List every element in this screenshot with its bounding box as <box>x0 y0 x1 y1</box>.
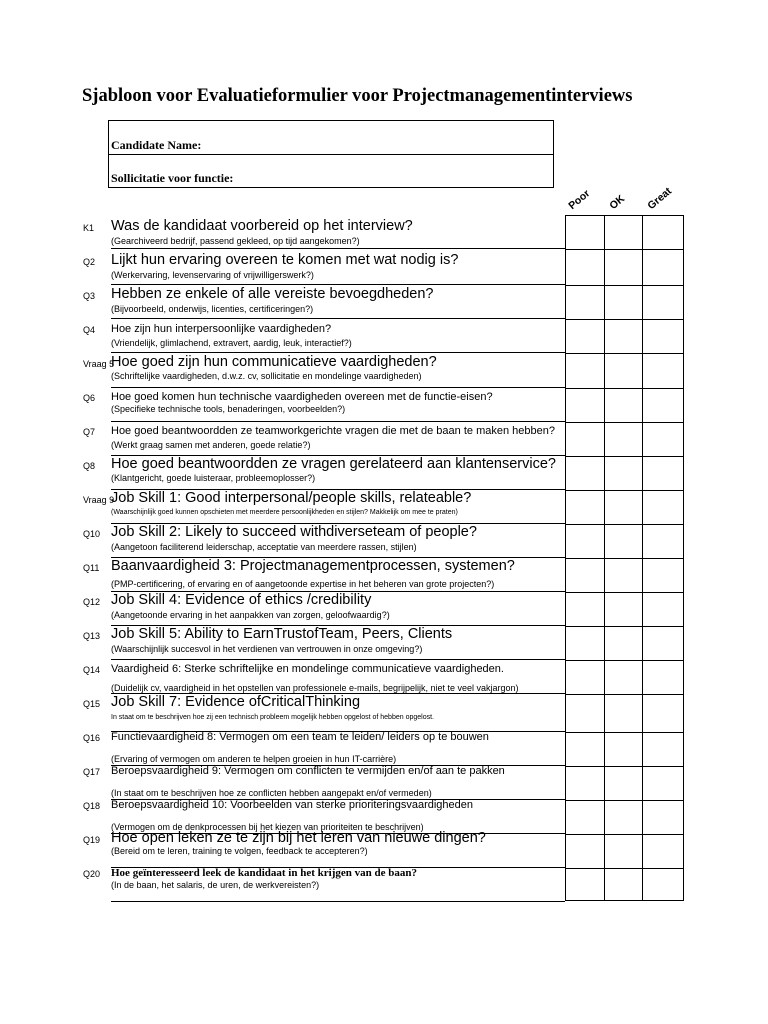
question-text: Hoe goed beantwoordden ze teamworkgerichte vragen die met de baan te maken hebben? <box>111 425 555 437</box>
question-hint: (Aangetoon faciliterend leiderschap, acceptatie van meerdere rassen, stijlen) <box>111 542 417 552</box>
question-text: Functievaardigheid 8: Vermogen om een team te leiden/ leiders op te bouwen <box>111 731 489 743</box>
rating-cell-great[interactable] <box>643 354 679 388</box>
rating-cell-ok[interactable] <box>605 286 641 319</box>
question-text: Job Skill 4: Evidence of ethics /credibility <box>111 592 372 608</box>
rating-cell-poor[interactable] <box>567 627 603 660</box>
question-text: Hoe goed zijn hun communicatieve vaardigheden? <box>111 354 437 370</box>
question-hint: (Ervaring of vermogen om anderen te helpen groeien in hun IT-carrière) <box>111 754 397 764</box>
rating-cell-great[interactable] <box>643 661 679 694</box>
rating-cell-great[interactable] <box>643 217 679 249</box>
rating-cell-poor[interactable] <box>567 525 603 558</box>
rating-cell-great[interactable] <box>643 733 679 766</box>
question-text: Hoe geïnteresseerd leek de kandidaat in het krijgen van de baan? <box>111 867 417 879</box>
question-divider <box>111 901 565 902</box>
rating-cell-poor[interactable] <box>567 423 603 456</box>
question-divider <box>111 387 565 388</box>
question-number: Q13 <box>83 631 101 641</box>
rating-cell-great[interactable] <box>643 286 679 319</box>
candidate-info-box <box>108 120 554 188</box>
question-number: Q11 <box>83 563 100 573</box>
rating-cell-poor[interactable] <box>567 661 603 694</box>
question-hint: (Waarschijnlijk succesvol in het verdienen van vertrouwen in onze omgeving?) <box>111 644 423 654</box>
question-text: Beroepsvaardigheid 9: Vermogen om conflicten te vermijden en/of aan te pakken <box>111 765 505 777</box>
rating-cell-great[interactable] <box>643 320 679 353</box>
rating-cell-ok[interactable] <box>605 733 641 766</box>
rating-header-poor: Poor <box>566 187 593 212</box>
question-number: Q18 <box>83 801 101 811</box>
rating-cell-poor[interactable] <box>567 835 603 868</box>
question-number: Q20 <box>83 869 101 879</box>
question-number: Q3 <box>83 291 96 301</box>
question-divider <box>111 659 565 660</box>
rating-cell-ok[interactable] <box>605 593 641 626</box>
question-text: Hoe zijn hun interpersoonlijke vaardigheden? <box>111 323 332 335</box>
question-text: Job Skill 2: Likely to succeed withdiverseteam of people? <box>111 524 477 540</box>
rating-cell-poor[interactable] <box>567 457 603 490</box>
rating-cell-poor[interactable] <box>567 593 603 626</box>
question-number: Q12 <box>83 597 101 607</box>
candidate-name-field[interactable] <box>109 121 553 155</box>
rating-cell-ok[interactable] <box>605 767 641 800</box>
rating-cell-great[interactable] <box>643 525 679 558</box>
question-text: Hebben ze enkele of alle vereiste bevoegdheden? <box>111 286 434 302</box>
rating-cell-ok[interactable] <box>605 250 641 285</box>
rating-cell-great[interactable] <box>643 250 679 285</box>
question-text: Hoe open leken ze te zijn bij het leren van nieuwe dingen? <box>111 830 486 846</box>
question-number: Q16 <box>83 733 101 743</box>
rating-cell-ok[interactable] <box>605 389 641 422</box>
question-text: Job Skill 1: Good interpersonal/people skills, relateable? <box>111 490 472 506</box>
question-number: Q7 <box>83 427 96 437</box>
question-number: Vraag 5 <box>83 359 115 369</box>
question-text: Beroepsvaardigheid 10: Voorbeelden van sterke prioriteringsvaardigheden <box>111 799 474 811</box>
question-number: Q17 <box>83 767 101 777</box>
document-title: Sjabloon voor Evaluatieformulier voor Projectmanagementinterviews <box>82 86 633 106</box>
question-text: Lijkt hun ervaring overeen te komen met wat nodig is? <box>111 252 459 268</box>
question-hint: (Aangetoonde ervaring in het aanpakken van zorgen, geloofwaardig?) <box>111 610 390 620</box>
rating-cell-ok[interactable] <box>605 869 641 902</box>
question-hint: (Klantgericht, goede luisteraar, probleemoplosser?) <box>111 473 316 483</box>
question-text: Hoe goed beantwoordden ze vragen gerelateerd aan klantenservice? <box>111 456 556 472</box>
question-number: Q4 <box>83 325 96 335</box>
rating-cell-poor[interactable] <box>567 767 603 800</box>
question-hint: (Vriendelijk, glimlachend, extravert, aardig, leuk, interactief?) <box>111 338 352 348</box>
question-divider <box>111 248 565 249</box>
question-text: Baanvaardigheid 3: Projectmanagementprocessen, systemen? <box>111 558 515 574</box>
rating-cell-great[interactable] <box>643 801 679 834</box>
question-hint: (Gearchiveerd bedrijf, passend gekleed, op tijd aangekomen?) <box>111 236 360 246</box>
question-number: Q14 <box>83 665 101 675</box>
rating-cell-poor[interactable] <box>567 559 603 592</box>
question-text: Hoe goed komen hun technische vaardigheden overeen met de functie-eisen? <box>111 391 493 403</box>
rating-cell-great[interactable] <box>643 767 679 800</box>
rating-header-great: Great <box>645 185 675 212</box>
rating-cell-ok[interactable] <box>605 354 641 388</box>
rating-cell-ok[interactable] <box>605 835 641 868</box>
rating-cell-great[interactable] <box>643 491 679 524</box>
rating-cell-poor[interactable] <box>567 320 603 353</box>
rating-cell-poor[interactable] <box>567 491 603 524</box>
rating-cell-poor[interactable] <box>567 217 603 249</box>
rating-cell-great[interactable] <box>643 835 679 868</box>
rating-cell-great[interactable] <box>643 423 679 456</box>
question-text: Job Skill 5: Ability to EarnTrustofTeam, Peers, Clients <box>111 626 453 642</box>
rating-cell-ok[interactable] <box>605 491 641 524</box>
rating-cell-ok[interactable] <box>605 627 641 660</box>
rating-cell-great[interactable] <box>643 559 679 592</box>
question-hint: (Bijvoorbeeld, onderwijs, licenties, certificeringen?) <box>111 304 314 314</box>
rating-cell-poor[interactable] <box>567 869 603 902</box>
rating-cell-ok[interactable] <box>605 320 641 353</box>
question-number: Q15 <box>83 699 101 709</box>
rating-cell-great[interactable] <box>643 869 679 902</box>
question-hint: (Schriftelijke vaardigheden, d.w.z. cv, sollicitatie en mondelinge vaardigheden) <box>111 371 422 381</box>
rating-grid <box>565 215 684 901</box>
question-hint: (In de baan, het salaris, de uren, de werkvereisten?) <box>111 880 320 890</box>
rating-cell-poor[interactable] <box>567 695 603 732</box>
candidate-name-label: Candidate Name: <box>111 138 202 152</box>
position-field[interactable] <box>109 154 553 187</box>
rating-cell-poor[interactable] <box>567 733 603 766</box>
question-hint: (Werkervaring, levenservaring of vrijwilligerswerk?) <box>111 270 314 280</box>
question-number: Vraag 9 <box>83 495 115 505</box>
question-text: Was de kandidaat voorbereid op het interview? <box>111 218 413 234</box>
question-text: Vaardigheid 6: Sterke schriftelijke en mondelinge communicatieve vaardigheden. <box>111 663 504 675</box>
rating-cell-ok[interactable] <box>605 457 641 490</box>
question-divider <box>111 318 565 319</box>
question-hint: In staat om te beschrijven hoe zij een technisch probleem mogelijk hebben opgelost of hebben opgelost. <box>111 714 434 721</box>
rating-cell-poor[interactable] <box>567 354 603 388</box>
question-hint: (PMP-certificering, of ervaring en of aangetoonde expertise in het beheren van grote projecten?) <box>111 579 495 589</box>
rating-cell-great[interactable] <box>643 695 679 732</box>
rating-cell-great[interactable] <box>643 389 679 422</box>
question-divider <box>111 421 565 422</box>
rating-cell-poor[interactable] <box>567 286 603 319</box>
rating-cell-ok[interactable] <box>605 801 641 834</box>
rating-cell-ok[interactable] <box>605 423 641 456</box>
rating-cell-great[interactable] <box>643 593 679 626</box>
rating-cell-ok[interactable] <box>605 695 641 732</box>
position-label: Sollicitatie voor functie: <box>111 171 234 185</box>
question-hint: (Specifieke technische tools, benaderingen, voorbeelden?) <box>111 404 346 414</box>
question-hint: (Werkt graag samen met anderen, goede relatie?) <box>111 440 311 450</box>
rating-cell-poor[interactable] <box>567 250 603 285</box>
question-hint: (In staat om te beschrijven hoe ze conflicten hebben aangepakt en/of vermeden) <box>111 788 432 798</box>
question-hint: (Waarschijnlijk goed kunnen opschieten met meerdere persoonlijkheden en stijlen? Makkelijk om mee te praten) <box>111 509 458 516</box>
question-hint: (Duidelijk cv, vaardigheid in het opstellen van professionele e-mails, begrijpelijk, niet te veel vakjargon) <box>111 683 519 693</box>
rating-header-ok: OK <box>607 192 628 212</box>
rating-cell-poor[interactable] <box>567 389 603 422</box>
question-number: Q2 <box>83 257 96 267</box>
question-number: Q8 <box>83 461 96 471</box>
rating-cell-great[interactable] <box>643 627 679 660</box>
question-hint: (Bereid om te leren, training te volgen, feedback te accepteren?) <box>111 846 368 856</box>
rating-cell-ok[interactable] <box>605 525 641 558</box>
question-text: Job Skill 7: Evidence ofCriticalThinking <box>111 694 361 710</box>
question-number: Q19 <box>83 835 101 845</box>
question-number: Q10 <box>83 529 101 539</box>
question-number: K1 <box>83 223 95 233</box>
rating-cell-ok[interactable] <box>605 661 641 694</box>
rating-cell-ok[interactable] <box>605 217 641 249</box>
question-hint: (Vermogen om de denkprocessen bij het kiezen van prioriteiten te beschrijven) <box>111 822 424 832</box>
rating-cell-great[interactable] <box>643 457 679 490</box>
rating-cell-poor[interactable] <box>567 801 603 834</box>
question-number: Q6 <box>83 393 96 403</box>
rating-cell-ok[interactable] <box>605 559 641 592</box>
